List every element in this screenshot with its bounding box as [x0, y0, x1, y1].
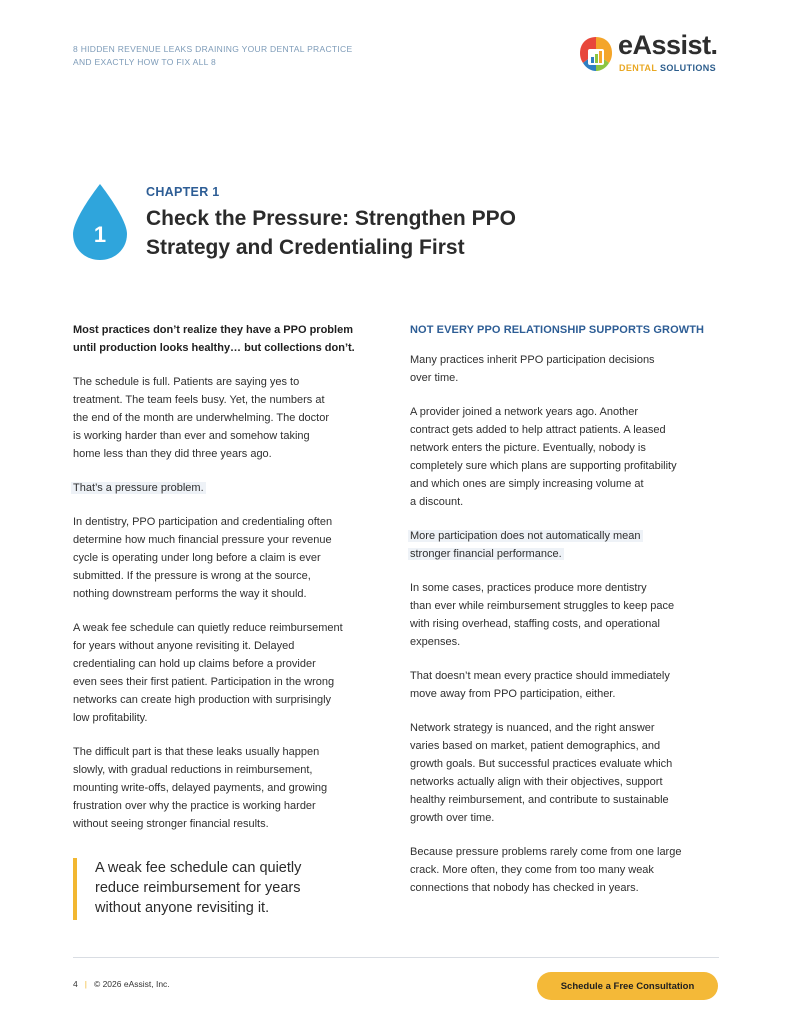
- chapter-title-line-1: Check the Pressure: Strengthen PPO: [146, 207, 516, 230]
- text-line: cycle is operating under long before a claim is ever: [73, 552, 321, 564]
- text-line: Many practices inherit PPO participation decisions: [410, 354, 655, 366]
- text-line: mounting write-offs, delayed payments, and growing: [73, 782, 328, 794]
- pull-quote-line: reduce reimbursement for years: [95, 880, 301, 896]
- text-line: submitted. If the pressure is wrong at the source,: [73, 570, 311, 582]
- pull-quote-line: A weak fee schedule can quietly: [95, 860, 302, 876]
- logo-subline: [619, 63, 716, 73]
- text-line: without seeing stronger financial results.: [73, 818, 269, 830]
- text-line: A weak fee schedule can quietly reduce reimbursement: [73, 622, 343, 634]
- text-line: contract gets added to help attract patients. A leased: [410, 424, 666, 436]
- highlighted-statement: [410, 527, 722, 563]
- text-line: credentialing can hold up claims before a provider: [73, 658, 316, 670]
- text-line: nothing downstream performs the way it should.: [73, 588, 307, 600]
- pull-quote-line: without anyone revisiting it.: [95, 900, 270, 916]
- logo-sub-solutions: SOLUTIONS: [659, 63, 717, 73]
- text-line: That doesn’t mean every practice should immediately: [410, 670, 670, 682]
- text-line: growth goals. But successful practices evaluate which: [410, 758, 673, 770]
- footer-info: [73, 979, 170, 989]
- body-paragraph: [410, 351, 722, 387]
- text-line: The difficult part is that these leaks usually happen: [73, 746, 320, 758]
- lead-line: Most practices don’t realize they have a PPO problem: [73, 324, 353, 336]
- chapter-number: 1: [93, 222, 107, 247]
- highlight-text: stronger financial performance.: [410, 548, 562, 560]
- text-line: low profitability.: [73, 712, 148, 724]
- right-column: [410, 321, 722, 913]
- text-line: In dentistry, PPO participation and credentialing often: [73, 516, 333, 528]
- running-head: [73, 43, 373, 69]
- text-line: completely sure which plans are supporting profitability: [410, 460, 677, 472]
- logo-wordmark: eAssist.: [618, 30, 718, 60]
- schedule-consultation-button[interactable]: Schedule a Free Consultation: [537, 972, 718, 1000]
- text-line: slowly, with gradual reductions in reimbursement,: [73, 764, 313, 776]
- text-line: growth over time.: [410, 812, 495, 824]
- chapter-title-line-2: Strategy and Credentialing First: [146, 236, 465, 259]
- eassist-logo: [578, 30, 728, 76]
- text-line: Network strategy is nuanced, and the right answer: [410, 722, 655, 734]
- text-line: healthy reimbursement, and contribute to sustainable: [410, 794, 669, 806]
- body-paragraph: [73, 743, 385, 833]
- text-line: and which ones are simply increasing volume at: [410, 478, 644, 490]
- lead-paragraph: [73, 321, 385, 357]
- text-line: varies based on market, patient demographics, and: [410, 740, 661, 752]
- text-line: crack. More often, they come from too many weak: [410, 864, 654, 876]
- pull-quote: [73, 858, 373, 920]
- footer-separator: |: [84, 979, 87, 989]
- text-line: The schedule is full. Patients are saying yes to: [73, 376, 300, 388]
- chapter-label: CHAPTER 1: [146, 185, 220, 199]
- body-paragraph: [410, 403, 722, 511]
- running-head-line-2: AND EXACTLY HOW TO FIX ALL 8: [73, 57, 217, 67]
- left-column: [73, 321, 385, 849]
- text-line: network enters the picture. Eventually, nobody is: [410, 442, 646, 454]
- lead-line: until production looks healthy… but collections don’t.: [73, 342, 355, 354]
- footer-divider: [73, 957, 719, 958]
- chapter-title: [146, 204, 626, 262]
- text-line: networks actually align with their objectives, support: [410, 776, 663, 788]
- body-paragraph: [410, 719, 722, 827]
- body-paragraph: [410, 667, 722, 703]
- text-line: determine how much financial pressure your revenue: [73, 534, 332, 546]
- text-line: a discount.: [410, 496, 464, 508]
- text-line: networks can create high production with surprisingly: [73, 694, 332, 706]
- body-paragraph: [73, 619, 385, 727]
- highlight-text: More participation does not automatically mean: [410, 530, 641, 542]
- text-line: expenses.: [410, 636, 461, 648]
- running-head-line-1: 8 HIDDEN REVENUE LEAKS DRAINING YOUR DENTAL PRACTICE: [73, 44, 353, 54]
- text-line: frustration over why the practice is working harder: [73, 800, 316, 812]
- page-number: 4: [73, 979, 78, 989]
- eassist-logo-icon: [578, 35, 614, 73]
- highlight-text: That’s a pressure problem.: [73, 482, 204, 494]
- text-line: treatment. The team feels busy. Yet, the numbers at: [73, 394, 325, 406]
- body-paragraph: [410, 843, 722, 897]
- chapter-drop-icon: [71, 182, 129, 262]
- text-line: move away from PPO participation, either.: [410, 688, 616, 700]
- text-line: the end of the month are underwhelming. The doctor: [73, 412, 330, 424]
- text-line: connections that nobody has checked in years.: [410, 882, 639, 894]
- copyright: © 2026 eAssist, Inc.: [93, 979, 170, 989]
- text-line: over time.: [410, 372, 459, 384]
- body-paragraph: [73, 373, 385, 463]
- body-paragraph: [73, 513, 385, 603]
- text-line: home less than they did three years ago.: [73, 448, 272, 460]
- section-heading: NOT EVERY PPO RELATIONSHIP SUPPORTS GROWTH: [410, 324, 705, 336]
- highlighted-statement: [73, 479, 385, 497]
- text-line: than ever while reimbursement struggles to keep pace: [410, 600, 675, 612]
- text-line: is working harder than ever and somehow taking: [73, 430, 310, 442]
- text-line: A provider joined a network years ago. Another: [410, 406, 639, 418]
- text-line: even sees their first patient. Participation in the wrong: [73, 676, 335, 688]
- text-line: with rising overhead, staffing costs, and operational: [410, 618, 660, 630]
- body-paragraph: [410, 579, 722, 651]
- text-line: Because pressure problems rarely come from one large: [410, 846, 682, 858]
- text-line: for years without anyone revisiting it. Delayed: [73, 640, 295, 652]
- text-line: In some cases, practices produce more dentistry: [410, 582, 647, 594]
- logo-sub-dental: DENTAL: [619, 63, 658, 73]
